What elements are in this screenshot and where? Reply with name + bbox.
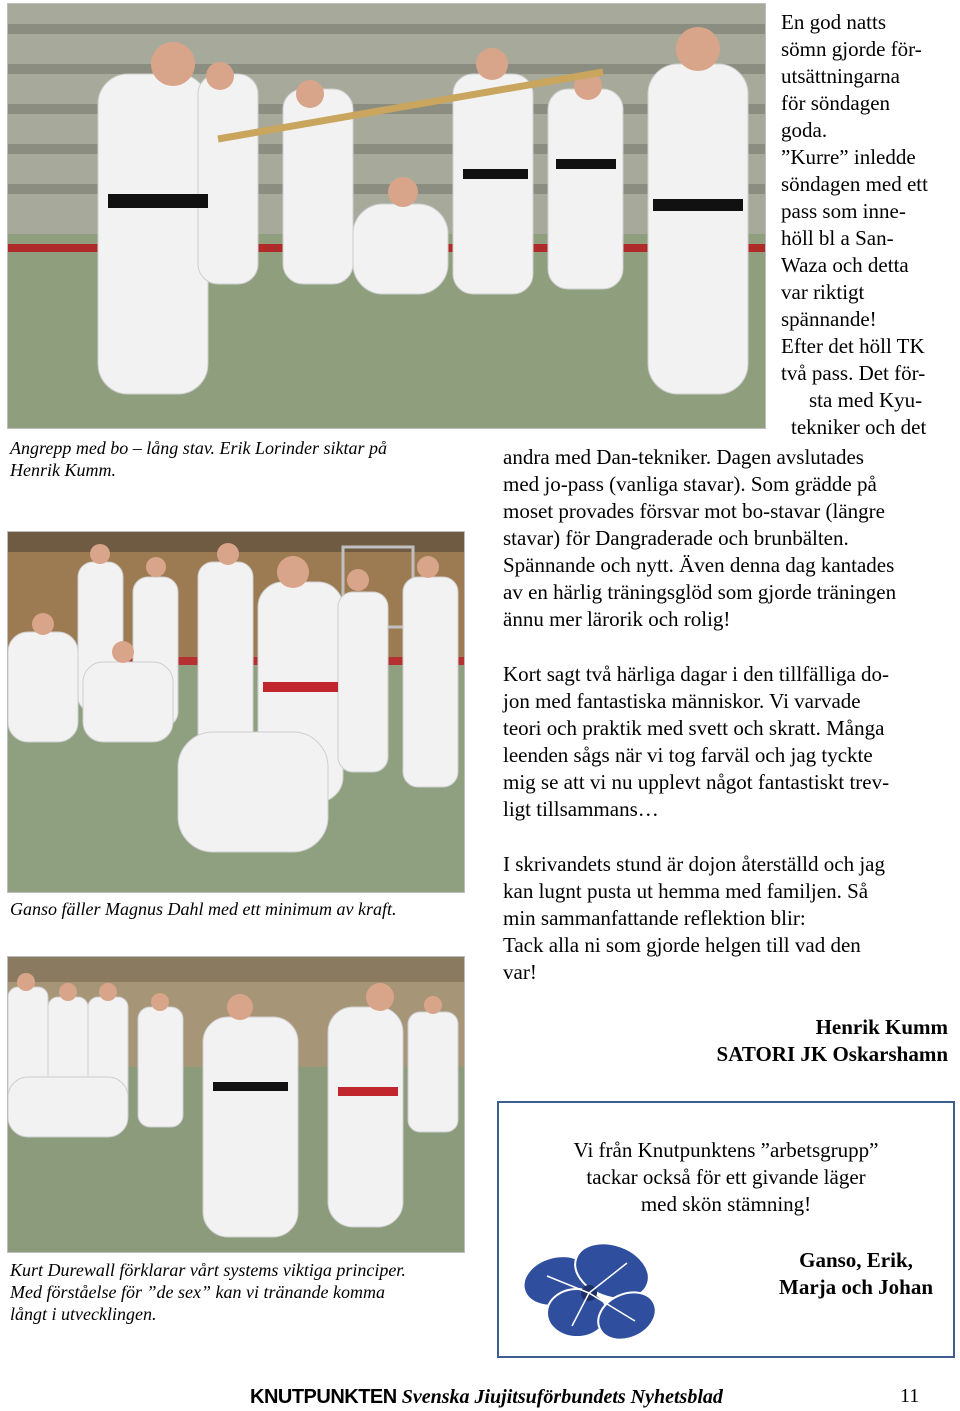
photo-bo-attack	[7, 3, 766, 429]
text-line: Ganso, Erik,	[799, 1248, 913, 1272]
text-line: för söndagen	[781, 91, 891, 115]
text-line: sömn gjorde för-	[781, 37, 922, 61]
author-name: Henrik Kumm	[815, 1015, 948, 1039]
photo-ganso-throw-caption	[10, 898, 396, 920]
text-line: var riktigt	[781, 280, 865, 304]
photo-bo-attack-caption	[10, 437, 387, 481]
thanks-signers	[779, 1247, 933, 1301]
author-club: SATORI JK Oskarshamn	[716, 1042, 948, 1066]
text-line: leenden sågs när vi tog farväl och jag tyckte	[503, 743, 873, 767]
caption-line: Ganso fäller Magnus Dahl med ett minimum av kraft.	[10, 899, 397, 919]
text-line: utsättningarna	[781, 64, 900, 88]
text-line: höll bl a San-	[781, 226, 894, 250]
author-signature	[717, 1014, 948, 1068]
text-line: Spännande och nytt. Även denna dag kantades	[503, 553, 895, 577]
caption-line: Henrik Kumm.	[10, 460, 116, 480]
text-line: I skrivandets stund är dojon återställd och jag	[503, 852, 885, 876]
text-line: teori och praktik med svett och skratt. Många	[503, 716, 885, 740]
text-line: ”Kurre” inledde	[781, 145, 916, 169]
text-line: ännu mer lärorik och rolig!	[503, 607, 731, 631]
caption-line: Med förståelse för ”de sex” kan vi tränande komma	[10, 1282, 385, 1302]
photo-kurt-explains	[7, 956, 465, 1253]
text-line: med jo-pass (vanliga stavar). Som grädde på	[503, 472, 877, 496]
text-line: En god natts	[781, 10, 886, 34]
text-line: Marja och Johan	[779, 1275, 933, 1299]
publication-subtitle: Svenska Jiujitsuförbundets Nyhetsblad	[401, 1386, 723, 1408]
text-line: söndagen med ett	[781, 172, 928, 196]
text-line: Tack alla ni som gjorde helgen till vad den	[503, 933, 861, 957]
text-line: goda.	[781, 118, 828, 142]
caption-line: Kurt Durewall förklarar vårt systems viktiga principer.	[10, 1260, 406, 1280]
article-paragraph-1	[503, 444, 896, 633]
text-line: spännande!	[781, 307, 877, 331]
page-footer	[250, 1383, 723, 1411]
text-line: stavar) för Dangraderade och brunbälten.	[503, 526, 849, 550]
article-paragraph-2	[503, 661, 889, 823]
text-line: Kort sagt två härliga dagar i den tillfälliga do-	[503, 662, 890, 686]
text-line: Efter det höll TK	[781, 334, 925, 358]
flower-icon	[517, 1241, 667, 1351]
text-line: moset provades försvar mot bo-stavar (längre	[503, 499, 885, 523]
caption-line: Angrepp med bo – lång stav. Erik Lorinder siktar på	[10, 438, 387, 458]
text-line: två pass. Det för-	[781, 361, 926, 385]
thanks-box	[497, 1101, 955, 1358]
article-narrow-column	[781, 9, 928, 441]
text-line: med skön stämning!	[640, 1192, 812, 1216]
text-line: Vi från Knutpunktens ”arbetsgrupp”	[573, 1138, 879, 1162]
text-line: Waza och detta	[781, 253, 909, 277]
caption-line: långt i utvecklingen.	[10, 1304, 157, 1324]
text-line: tekniker och det	[791, 415, 927, 439]
thanks-message	[499, 1137, 953, 1218]
page-number: 11	[900, 1385, 920, 1407]
text-line: pass som inne-	[781, 199, 906, 223]
text-line: sta med Kyu-	[809, 388, 923, 412]
photo-ganso-throw	[7, 531, 465, 893]
text-line: av en härlig träningsglöd som gjorde träningen	[503, 580, 897, 604]
text-line: jon med fantastiska människor. Vi varvade	[503, 689, 861, 713]
text-line: tackar också för ett givande läger	[586, 1165, 866, 1189]
text-line: kan lugnt pusta ut hemma med familjen. Så	[503, 879, 869, 903]
photo-kurt-explains-caption	[10, 1259, 406, 1325]
article-paragraph-3	[503, 851, 885, 986]
magazine-name: KNUTPUNKTEN	[250, 1386, 397, 1408]
text-line: ligt tillsammans…	[503, 797, 659, 821]
text-line: andra med Dan-tekniker. Dagen avslutades	[503, 445, 864, 469]
text-line: min sammanfattande reflektion blir:	[503, 906, 806, 930]
text-line: mig se att vi nu upplevt något fantastiskt trev-	[503, 770, 890, 794]
text-line: var!	[503, 960, 537, 984]
